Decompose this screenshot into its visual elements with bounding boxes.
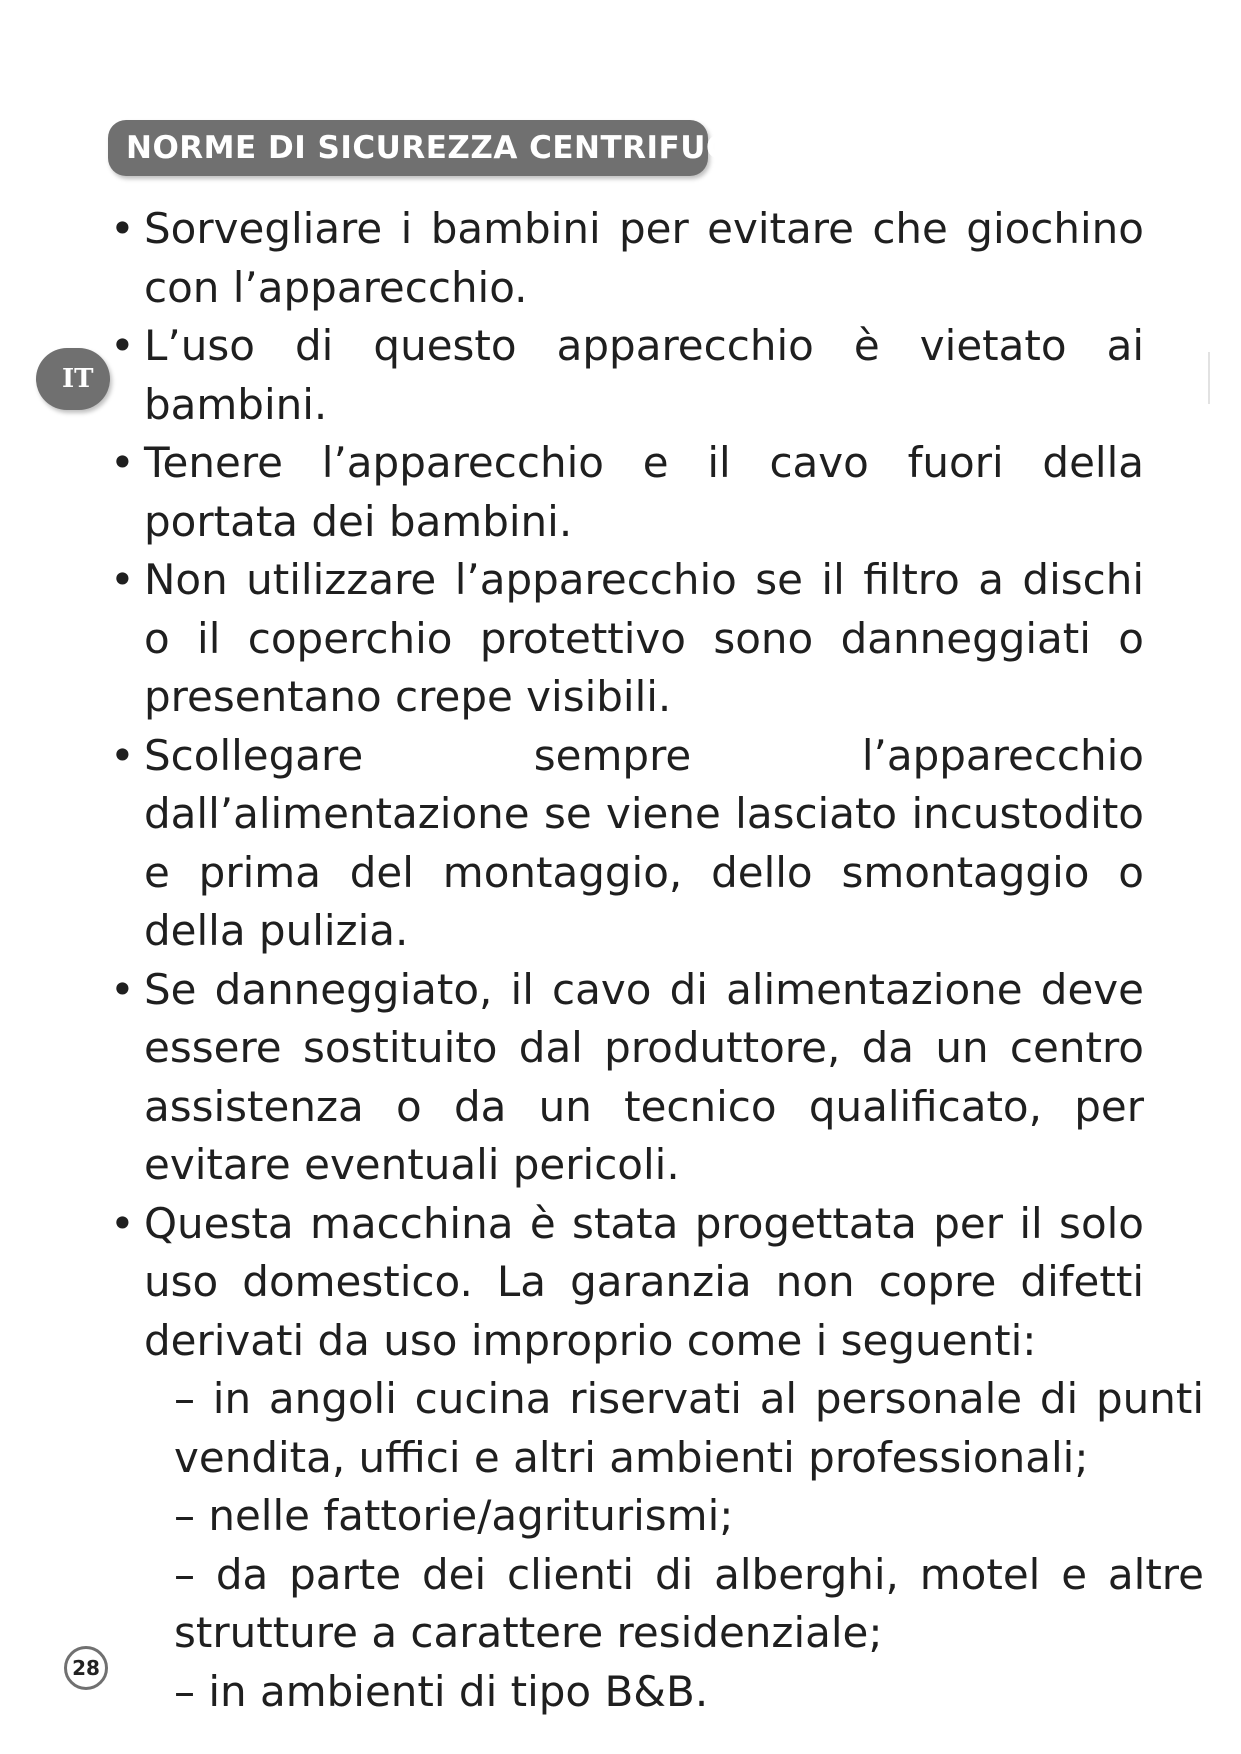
bullet-dot: • bbox=[110, 1198, 135, 1248]
bullet-dot: • bbox=[110, 321, 135, 370]
list-item-text: Scollegare sempre l’apparecchio dall’alimentazione se viene lasciato incustodito e prima del montaggio, dello smontaggio o della pulizia. bbox=[144, 730, 1144, 955]
list-item-text: Non utilizzare l’apparecchio se il filtro a dischi o il coperchio protettivo sono danneggiati o presentano crepe visibili. bbox=[144, 555, 1144, 721]
sub-list-item: – nelle fattorie/agriturismi; bbox=[174, 1491, 734, 1540]
safety-list bbox=[110, 200, 1204, 1721]
bullet-dot: • bbox=[110, 438, 135, 487]
list-item-text: Tenere l’apparecchio e il cavo fuori della portata dei bambini. bbox=[144, 438, 1144, 546]
sub-list-item: – in angoli cucina riservati al personale di punti vendita, uffici e altri ambienti professionali; bbox=[174, 1374, 1204, 1482]
list-item-text: Questa macchina è stata progettata per il solo uso domestico. La garanzia non copre difetti derivati da uso improprio come i seguenti: bbox=[144, 1198, 1144, 1365]
sub-list-item: – da parte dei clienti di alberghi, motel e altre strutture a carattere residenziale; bbox=[174, 1549, 1204, 1657]
bullet-dot: • bbox=[110, 555, 135, 604]
language-tab: IT bbox=[36, 348, 110, 410]
bullet-dot: • bbox=[110, 730, 135, 780]
bullet-dot: • bbox=[110, 964, 135, 1014]
list-item-text: Sorvegliare i bambini per evitare che giochino con l’apparecchio. bbox=[144, 204, 1144, 312]
section-title: NORME DI SICUREZZA CENTRIFUGA bbox=[108, 120, 708, 176]
sub-list bbox=[110, 1370, 1204, 1721]
list-item bbox=[110, 727, 1150, 961]
margin-mark bbox=[1208, 352, 1210, 404]
list-item bbox=[110, 317, 1150, 434]
page-number: 28 bbox=[64, 1646, 108, 1690]
list-item bbox=[110, 1195, 1150, 1371]
list-item-text: L’uso di questo apparecchio è vietato ai bambini. bbox=[144, 321, 1144, 429]
list-item bbox=[110, 434, 1150, 551]
list-item-text: Se danneggiato, il cavo di alimentazione deve essere sostituito dal produttore, da un centro assistenza o da un tecnico qualificato, per evitare eventuali pericoli. bbox=[144, 964, 1144, 1189]
list-item bbox=[110, 961, 1150, 1195]
list-item bbox=[110, 200, 1150, 317]
bullet-dot: • bbox=[110, 204, 135, 253]
list-item bbox=[110, 551, 1150, 727]
sub-list-item: – in ambienti di tipo B&B. bbox=[174, 1666, 709, 1716]
